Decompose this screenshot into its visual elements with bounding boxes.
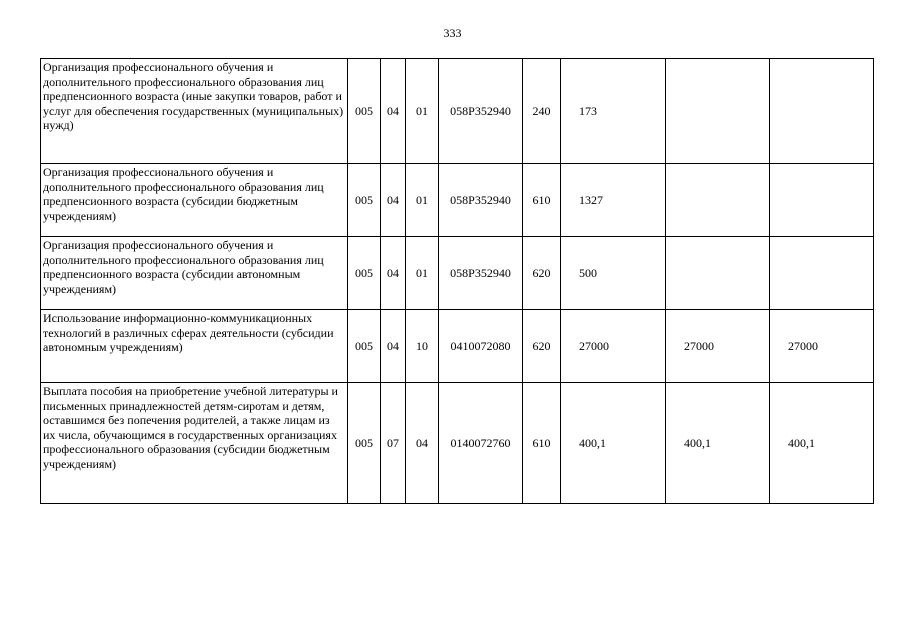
section-code: 04 xyxy=(381,164,406,237)
amount-year-1: 500 xyxy=(561,237,666,310)
target-article-code: 058P352940 xyxy=(439,59,523,164)
subsection-code: 01 xyxy=(406,237,439,310)
target-article-code: 058P352940 xyxy=(439,237,523,310)
amount-year-2: 400,1 xyxy=(666,383,770,504)
row-description: Использование информационно-коммуникационных технологий в различных сферах деятельности (субсидии автономным учреждениям) xyxy=(41,310,348,383)
amount-year-2: 27000 xyxy=(666,310,770,383)
section-code: 04 xyxy=(381,237,406,310)
page-number: 333 xyxy=(443,26,462,40)
row-description: Выплата пособия на приобретение учебной литературы и письменных принадлежностей детям-сиротам и детям, оставшимся без попечения родителей, а также лицам из их числа, обучающимся в государственных организациях профессионального образования (субсидии бюджетным учреждениям) xyxy=(41,383,348,504)
amount-year-1: 1327 xyxy=(561,164,666,237)
amount-year-2 xyxy=(666,237,770,310)
ministry-code: 005 xyxy=(348,237,381,310)
ministry-code: 005 xyxy=(348,310,381,383)
target-article-code: 058P352940 xyxy=(439,164,523,237)
subsection-code: 01 xyxy=(406,164,439,237)
table-row xyxy=(41,383,874,504)
table-row xyxy=(41,237,874,310)
table-row xyxy=(41,310,874,383)
row-description: Организация профессионального обучения и дополнительного профессионального образования лиц предпенсионного возраста (иные закупки товаров, работ и услуг для обеспечения государственных (муниципальных) нужд) xyxy=(41,59,348,164)
subsection-code: 10 xyxy=(406,310,439,383)
row-description: Организация профессионального обучения и дополнительного профессионального образования лиц предпенсионного возраста (субсидии автономным учреждениям) xyxy=(41,237,348,310)
target-article-code: 0410072080 xyxy=(439,310,523,383)
amount-year-1: 400,1 xyxy=(561,383,666,504)
expense-type-code: 240 xyxy=(523,59,561,164)
amount-year-3: 400,1 xyxy=(770,383,874,504)
expense-type-code: 620 xyxy=(523,237,561,310)
budget-table xyxy=(40,58,874,504)
expense-type-code: 610 xyxy=(523,164,561,237)
ministry-code: 005 xyxy=(348,164,381,237)
amount-year-1: 173 xyxy=(561,59,666,164)
row-description: Организация профессионального обучения и дополнительного профессионального образования лиц предпенсионного возраста (субсидии бюджетным учреждениям) xyxy=(41,164,348,237)
section-code: 07 xyxy=(381,383,406,504)
subsection-code: 01 xyxy=(406,59,439,164)
target-article-code: 0140072760 xyxy=(439,383,523,504)
section-code: 04 xyxy=(381,59,406,164)
amount-year-3 xyxy=(770,164,874,237)
expense-type-code: 610 xyxy=(523,383,561,504)
table-row xyxy=(41,164,874,237)
amount-year-2 xyxy=(666,59,770,164)
table-row xyxy=(41,59,874,164)
expense-type-code: 620 xyxy=(523,310,561,383)
subsection-code: 04 xyxy=(406,383,439,504)
ministry-code: 005 xyxy=(348,383,381,504)
section-code: 04 xyxy=(381,310,406,383)
amount-year-3 xyxy=(770,59,874,164)
ministry-code: 005 xyxy=(348,59,381,164)
amount-year-1: 27000 xyxy=(561,310,666,383)
amount-year-2 xyxy=(666,164,770,237)
amount-year-3: 27000 xyxy=(770,310,874,383)
amount-year-3 xyxy=(770,237,874,310)
